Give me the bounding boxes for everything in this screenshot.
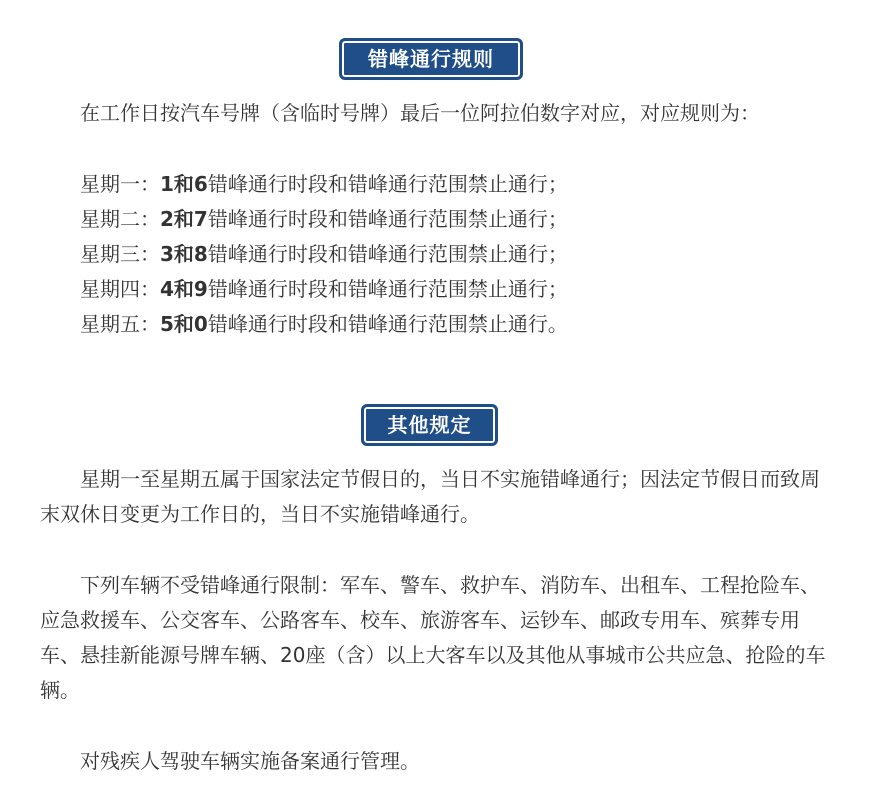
section-title-badge: 错峰通行规则 (339, 38, 523, 80)
rule-line-thursday (80, 272, 568, 307)
rule-day: 星期三： (80, 242, 160, 266)
rule-day: 星期二： (80, 207, 160, 231)
rule-digits: 3和8 (160, 242, 208, 266)
rule-text: 错峰通行时段和错峰通行范围禁止通行； (207, 172, 568, 196)
section-title-badge: 其他规定 (361, 404, 498, 446)
rule-text: 错峰通行时段和错峰通行范围禁止通行。 (207, 312, 568, 336)
rule-day: 星期五： (80, 312, 160, 336)
rule-line-monday (80, 167, 568, 202)
rule-text: 错峰通行时段和错峰通行范围禁止通行； (207, 207, 568, 231)
rule-text: 错峰通行时段和错峰通行范围禁止通行； (207, 277, 568, 301)
rule-digits: 5和0 (160, 312, 208, 336)
rule-day: 星期四： (80, 277, 160, 301)
disabled-drivers-paragraph: 对残疾人驾驶车辆实施备案通行管理。 (80, 749, 420, 773)
rule-line-wednesday (80, 237, 568, 272)
rule-line-friday (80, 307, 568, 342)
rule-digits: 2和7 (160, 207, 208, 231)
rule-day: 星期一： (80, 172, 160, 196)
rule-text: 错峰通行时段和错峰通行范围禁止通行； (207, 242, 568, 266)
intro-paragraph: 在工作日按汽车号牌（含临时号牌）最后一位阿拉伯数字对应，对应规则为： (80, 101, 760, 125)
rule-digits: 4和9 (160, 277, 208, 301)
rule-line-tuesday (80, 202, 568, 237)
exempt-vehicles-paragraph: 下列车辆不受错峰通行限制：军车、警车、救护车、消防车、出租车、工程抢险车、应急救援车、公交客车、公路客车、校车、旅游客车、运钞车、邮政专用车、殡葬专用车、悬挂新能源号牌车辆、20座（含）以上大客车以及其他从事城市公共应急、抢险的车辆。 (40, 573, 826, 702)
holiday-paragraph: 星期一至星期五属于国家法定节假日的，当日不实施错峰通行；因法定节假日而致周末双休日变更为工作日的，当日不实施错峰通行。 (40, 467, 820, 526)
rule-digits: 1和6 (160, 172, 208, 196)
